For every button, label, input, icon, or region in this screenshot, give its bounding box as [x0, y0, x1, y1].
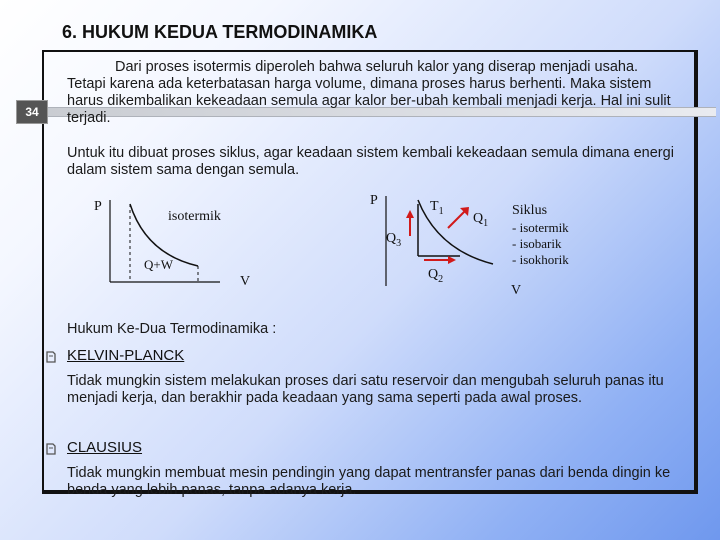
legend-item-isokhorik: - isokhorik: [512, 252, 569, 267]
q2-label-main: Q: [428, 267, 439, 282]
q2-arrowhead: [448, 256, 456, 264]
paragraph-intro: [67, 59, 677, 127]
q1-label: [473, 211, 488, 229]
legend-title: Siklus: [512, 203, 548, 218]
paragraph-intro-text: Dari proses isotermis diperoleh bahwa seluruh kalor yang diserap menjadi usaha. Tetapi karena ada keterbatasan harga volume, dimana proses harus berhenti. Maka sistem harus dikembalikan kekeadaan semula agar kalor ber-ubah kembali menjadi kerja. Hal ini sulit terjadi.: [67, 59, 671, 126]
pv-diagrams: [88, 190, 588, 300]
diagram2-p-label: P: [370, 193, 378, 208]
law-kelvin-planck-title[interactable]: KELVIN-PLANCK: [67, 347, 185, 364]
t1-label: [430, 199, 444, 217]
q1-label-main: Q: [473, 211, 484, 226]
q1-label-sub: 1: [483, 218, 489, 229]
paragraph-cycle: Untuk itu dibuat proses siklus, agar keadaan sistem kembali kekeadaan semula dimana energi dalam sistem sama dengan semula.: [67, 145, 674, 178]
diagram1-v-label: V: [240, 274, 251, 289]
slide-title: 6. HUKUM KEDUA TERMODINAMIKA: [62, 22, 378, 42]
diagram1-work-label: Q+W: [144, 257, 173, 272]
legend-item-isobarik: - isobarik: [512, 236, 562, 251]
q2-label-sub: 2: [438, 274, 444, 285]
laws-heading: Hukum Ke-Dua Termodinamika :: [67, 321, 277, 337]
t1-label-main: T: [430, 199, 439, 214]
diagram2-v-label: V: [511, 283, 522, 298]
diagram1-curve-label: isotermik: [168, 209, 221, 224]
q3-arrowhead: [406, 210, 414, 218]
isothermal-diagram: [94, 199, 250, 289]
legend-item-isotermik: - isotermik: [512, 220, 569, 235]
t1-label-sub: 1: [438, 206, 444, 217]
q3-label-main: Q: [386, 231, 397, 246]
bullet-icon: [44, 442, 58, 456]
diagram1-p-label: P: [94, 199, 102, 214]
cycle-diagram: [370, 193, 569, 298]
bullet-icon: [44, 350, 58, 364]
q3-label: [386, 231, 401, 249]
q1-arrow: [448, 210, 466, 228]
q2-label: [428, 267, 443, 285]
q3-label-sub: 3: [396, 238, 402, 249]
law-clausius-description: Tidak mungkin membuat mesin pendingin yang dapat mentransfer panas dari benda dingin ke benda yang lebih panas, tanpa adanya kerja.: [67, 465, 671, 498]
page-number: 34: [16, 100, 48, 124]
law-kelvin-planck-description: Tidak mungkin sistem melakukan proses dari satu reservoir dan mengubah seluruh panas itu menjadi kerja, dan berakhir pada keadaan yang sama seperti pada awal proses.: [67, 373, 664, 406]
law-clausius-title[interactable]: CLAUSIUS: [67, 439, 143, 456]
